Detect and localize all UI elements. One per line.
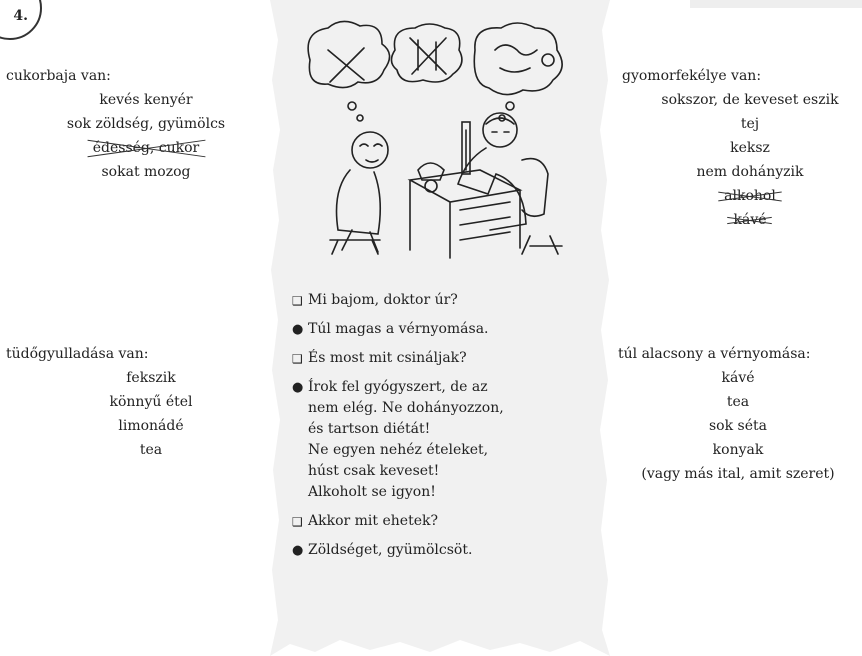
advice-line: sokat mozog xyxy=(101,164,191,180)
doctor-bullet-icon: ● xyxy=(292,322,304,337)
thought-bubble-left xyxy=(308,21,389,87)
patient-box-icon: ❑ xyxy=(292,515,303,529)
advice-line: nem dohányzik xyxy=(696,164,804,180)
dialog-line-patient: ❑ Mi bajom, doktor úr? xyxy=(292,290,592,311)
condition-heading: tüdőgyulladása van: xyxy=(6,346,149,362)
dialog-line-patient: ❑ Akkor mit ehetek? xyxy=(292,511,592,532)
condition-heading: túl alacsony a vérnyomása: xyxy=(618,346,811,362)
patient-box-icon: ❑ xyxy=(292,352,303,366)
doctor-patient-cartoon xyxy=(300,20,590,260)
doctor-body xyxy=(458,148,526,230)
dialog-line-patient: ❑ És most mit csináljak? xyxy=(292,348,592,369)
dialog-line-doctor: ● Írok fel gyógyszert, de az nem elég. Ne dohányozzon, és tartson diétát! Ne egyen nehéz ételeket, húst csak keveset! Alkoholt se igyon! xyxy=(292,379,504,500)
patient-body xyxy=(337,170,381,234)
advice-line: keksz xyxy=(730,140,770,156)
doctor-patient-dialog xyxy=(292,290,592,569)
page-edge-shade xyxy=(690,0,862,8)
advice-line: sok zöldség, gyümölcs xyxy=(66,116,226,132)
advice-line: sok séta xyxy=(709,418,767,434)
condition-low-blood-pressure xyxy=(618,342,858,486)
advice-line: tea xyxy=(139,442,163,458)
dialog-line-doctor: ● Túl magas a vérnyomása. xyxy=(292,319,592,340)
advice-line-struck: édesség, cukor xyxy=(6,136,256,160)
patient-box-icon: ❑ xyxy=(292,294,303,308)
thought-bubble-middle xyxy=(391,24,461,82)
condition-diabetes xyxy=(6,64,256,184)
advice-line: tej xyxy=(740,116,760,132)
advice-line: tea xyxy=(726,394,750,410)
advice-line: (vagy más ital, amit szeret) xyxy=(641,466,835,482)
exercise-number-badge xyxy=(0,0,42,40)
advice-line-struck: alkohol xyxy=(622,184,858,208)
dialog-line-doctor: ● Zöldséget, gyümölcsöt. xyxy=(292,540,592,561)
condition-heading: cukorbaja van: xyxy=(6,68,111,84)
thought-bubble-right xyxy=(474,23,562,95)
advice-line: limonádé xyxy=(118,418,184,434)
doctor-bullet-icon: ● xyxy=(292,543,304,558)
doctor-bullet-icon: ● xyxy=(292,380,304,395)
condition-pneumonia xyxy=(6,342,256,462)
advice-line: könnyű étel xyxy=(109,394,193,410)
advice-line-struck: kávé xyxy=(622,208,858,232)
advice-line: fekszik xyxy=(126,370,176,386)
exercise-number: 4. xyxy=(13,8,28,24)
advice-line: konyak xyxy=(712,442,764,458)
advice-line: sokszor, de keveset eszik xyxy=(661,92,839,108)
advice-line: kávé xyxy=(721,370,755,386)
condition-stomach-ulcer xyxy=(622,64,858,232)
condition-heading: gyomorfekélye van: xyxy=(622,68,762,84)
advice-line: kevés kenyér xyxy=(99,92,193,108)
